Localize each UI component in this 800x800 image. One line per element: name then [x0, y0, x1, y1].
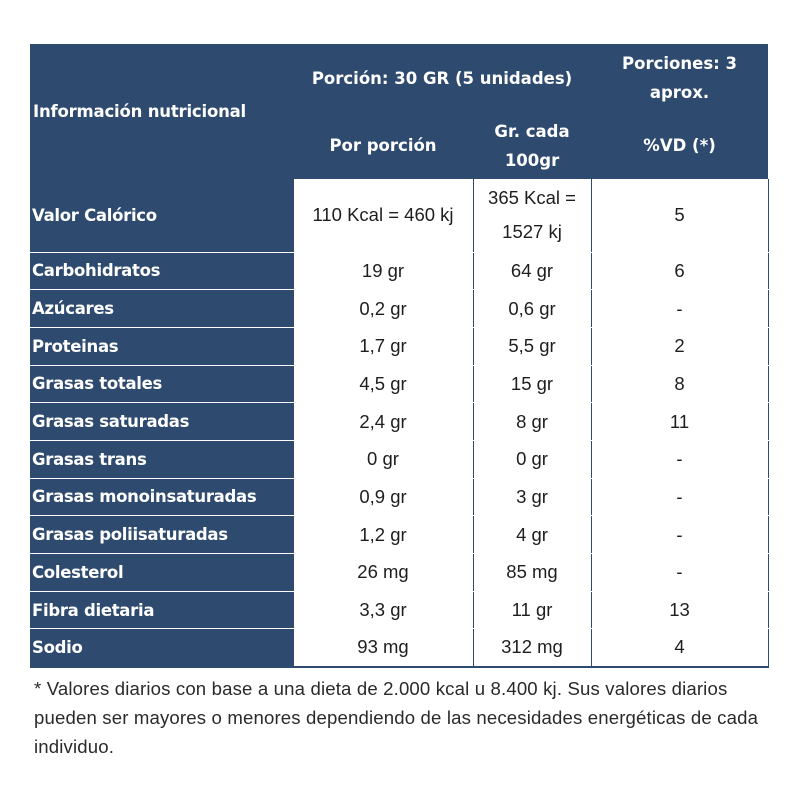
- table-row: [30, 440, 768, 478]
- nutrient-name: Grasas monoinsaturadas: [30, 478, 293, 516]
- per-100-value: 8 gr: [473, 403, 591, 441]
- per-portion-value: 0,2 gr: [293, 290, 473, 328]
- per-portion-value: 19 gr: [293, 252, 473, 290]
- nutrient-name: Proteinas: [30, 327, 293, 365]
- nutrient-name: Fibra dietaria: [30, 591, 293, 629]
- vd-value: 6: [591, 252, 768, 290]
- vd-value: -: [591, 478, 768, 516]
- per-portion-value: 2,4 gr: [293, 403, 473, 441]
- table-row: [30, 403, 768, 441]
- per-100-value: 85 mg: [473, 554, 591, 592]
- per-100-value: 312 mg: [473, 629, 591, 667]
- table-row: [30, 516, 768, 554]
- nutrient-name: Azúcares: [30, 290, 293, 328]
- per-100-value: 11 gr: [473, 591, 591, 629]
- table-row: [30, 327, 768, 365]
- table-row: [30, 290, 768, 328]
- col-header-per-100: Gr. cada 100gr: [473, 112, 591, 179]
- footnote: * Valores diarios con base a una dieta de 2.000 kcal u 8.400 kj. Sus valores diarios pueden ser mayores o menores dependiendo de las necesidades energéticas de cada individuo.: [34, 678, 759, 757]
- vd-value: -: [591, 290, 768, 328]
- per-portion-value: 3,3 gr: [293, 591, 473, 629]
- per-portion-value: 0 gr: [293, 440, 473, 478]
- vd-value: -: [591, 554, 768, 592]
- table-row: [30, 365, 768, 403]
- nutrition-table: [30, 44, 769, 668]
- vd-value: 11: [591, 403, 768, 441]
- vd-value: 2: [591, 327, 768, 365]
- table-row: [30, 179, 768, 252]
- table-row: [30, 629, 768, 667]
- vd-value: 8: [591, 365, 768, 403]
- nutrient-name: Grasas saturadas: [30, 403, 293, 441]
- nutrient-name: Grasas trans: [30, 440, 293, 478]
- per-portion-value: 4,5 gr: [293, 365, 473, 403]
- table-title: Información nutricional: [30, 44, 293, 179]
- nutrient-name: Valor Calórico: [30, 179, 293, 252]
- per-100-value: 0 gr: [473, 440, 591, 478]
- nutrient-name: Colesterol: [30, 554, 293, 592]
- per-portion-value: 1,2 gr: [293, 516, 473, 554]
- vd-value: -: [591, 440, 768, 478]
- table-row: [30, 554, 768, 592]
- per-100-value: 3 gr: [473, 478, 591, 516]
- per-100-value: 0,6 gr: [473, 290, 591, 328]
- vd-value: -: [591, 516, 768, 554]
- table-row: [30, 591, 768, 629]
- table-row: [30, 252, 768, 290]
- per-portion-value: 1,7 gr: [293, 327, 473, 365]
- nutrient-name: Sodio: [30, 629, 293, 667]
- nutrient-name: Grasas totales: [30, 365, 293, 403]
- table-row: [30, 478, 768, 516]
- per-100-value: 64 gr: [473, 252, 591, 290]
- col-header-per-portion: Por porción: [293, 112, 473, 179]
- nutrient-name: Grasas poliisaturadas: [30, 516, 293, 554]
- col-header-vd: %VD (*): [591, 112, 768, 179]
- portion-size-header: Porción: 30 GR (5 unidades): [293, 44, 591, 112]
- nutrient-name: Carbohidratos: [30, 252, 293, 290]
- per-portion-value: 26 mg: [293, 554, 473, 592]
- table-header-row: [30, 44, 768, 112]
- vd-value: 5: [591, 179, 768, 252]
- vd-value: 4: [591, 629, 768, 667]
- per-portion-value: 0,9 gr: [293, 478, 473, 516]
- per-100-value: 4 gr: [473, 516, 591, 554]
- per-portion-value: 93 mg: [293, 629, 473, 667]
- servings-header: Porciones: 3 aprox.: [591, 44, 768, 112]
- per-100-value: 15 gr: [473, 365, 591, 403]
- per-100-value: 365 Kcal = 1527 kj: [473, 179, 591, 252]
- per-100-value: 5,5 gr: [473, 327, 591, 365]
- vd-value: 13: [591, 591, 768, 629]
- per-portion-value: 110 Kcal = 460 kj: [293, 179, 473, 252]
